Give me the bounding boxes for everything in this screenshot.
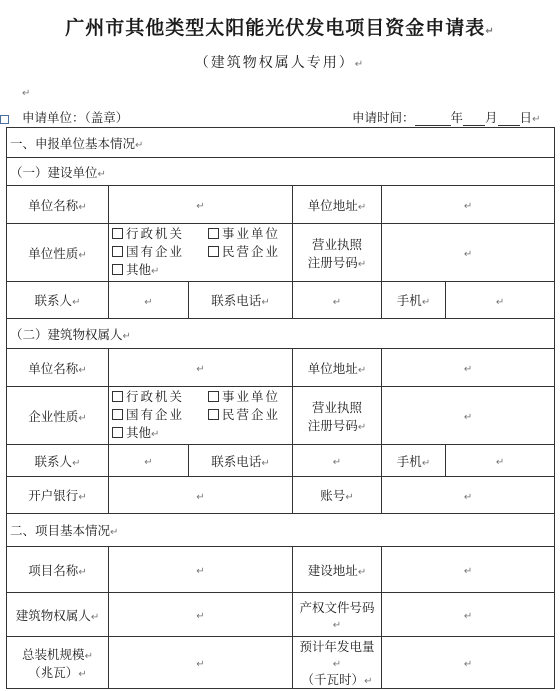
day-field[interactable] [498, 113, 520, 126]
unit-address-field[interactable]: ↵ [382, 186, 555, 224]
contact-label: 联系人↵ [7, 445, 109, 477]
option-private[interactable]: 民营企业 [208, 243, 304, 261]
checkbox-icon[interactable] [112, 391, 123, 402]
unit-nature-label: 单位性质↵ [7, 224, 109, 282]
enterprise-nature-options [109, 387, 293, 445]
table-row [7, 547, 555, 593]
table-row [7, 593, 555, 637]
build-address-label: 建设地址↵ [293, 547, 382, 593]
unit-name-label: 单位名称↵ [7, 349, 109, 387]
table-row [7, 445, 555, 477]
subsection-heading: （二）建筑物权属人↵ [7, 319, 555, 349]
unit-name-field[interactable]: ↵ [109, 186, 293, 224]
owner-mobile-field[interactable]: ↵ [446, 445, 555, 477]
capacity-label: 总装机规模↵ （兆瓦）↵ [7, 637, 109, 689]
option-gov-agency[interactable]: 行政机关 [112, 225, 208, 243]
table-anchor-icon [0, 115, 9, 124]
checkbox-icon[interactable] [112, 246, 123, 257]
application-form-table [6, 127, 555, 689]
contact-field[interactable]: ↵ [109, 282, 189, 319]
table-row [7, 224, 555, 282]
form-title: 广州市其他类型太阳能光伏发电项目资金申请表↵ [65, 17, 495, 39]
bank-field[interactable]: ↵ [109, 477, 293, 514]
option-public-institution[interactable]: 事业单位 [208, 225, 304, 243]
bank-label: 开户银行↵ [7, 477, 109, 514]
table-row [7, 637, 555, 689]
owner-contact-field[interactable]: ↵ [109, 445, 189, 477]
owner-phone-field[interactable]: ↵ [293, 445, 382, 477]
checkbox-icon[interactable] [208, 246, 219, 257]
checkbox-icon[interactable] [112, 427, 123, 438]
enterprise-nature-label: 企业性质↵ [7, 387, 109, 445]
annual-generation-field[interactable]: ↵ [382, 637, 555, 689]
option-other[interactable]: 其他↵ [112, 425, 159, 440]
table-row [7, 349, 555, 387]
owner-license-number-field[interactable]: ↵ [382, 387, 555, 445]
checkbox-icon[interactable] [208, 228, 219, 239]
phone-label: 联系电话↵ [189, 282, 293, 319]
project-name-field[interactable]: ↵ [109, 547, 293, 593]
checkbox-icon[interactable] [112, 264, 123, 275]
account-field[interactable]: ↵ [382, 477, 555, 514]
mobile-label: 手机↵ [382, 282, 446, 319]
table-row [7, 387, 555, 445]
section-heading: 一、申报单位基本情况↵ [7, 128, 555, 158]
checkbox-icon[interactable] [208, 409, 219, 420]
license-number-label: 营业执照 注册号码↵ [293, 224, 382, 282]
annual-generation-label: 预计年发电量↵ （千瓦时）↵ [293, 637, 382, 689]
project-name-label: 项目名称↵ [7, 547, 109, 593]
checkbox-icon[interactable] [112, 409, 123, 420]
unit-address-label: 单位地址↵ [293, 186, 382, 224]
account-label: 账号↵ [293, 477, 382, 514]
table-row [7, 282, 555, 319]
table-row [7, 477, 555, 514]
option-state-owned[interactable]: 国有企业 [112, 243, 208, 261]
owner-name-field[interactable]: ↵ [109, 593, 293, 637]
section-row-basic [7, 128, 555, 158]
date-label: 申请时间： [352, 110, 415, 125]
title-doc-number-label: 产权文件号码↵ [293, 593, 382, 637]
option-public-institution[interactable]: 事业单位 [208, 388, 304, 406]
option-gov-agency[interactable]: 行政机关 [112, 388, 208, 406]
owner-unit-name-field[interactable]: ↵ [109, 349, 293, 387]
month-field[interactable] [463, 113, 485, 126]
option-private[interactable]: 民营企业 [208, 406, 304, 424]
phone-label: 联系电话↵ [189, 445, 293, 477]
capacity-field[interactable]: ↵ [109, 637, 293, 689]
section-heading: 二、项目基本情况↵ [7, 514, 555, 547]
paragraph-mark: ↵ [22, 88, 31, 99]
option-state-owned[interactable]: 国有企业 [112, 406, 208, 424]
checkbox-icon[interactable] [112, 228, 123, 239]
checkbox-icon[interactable] [208, 391, 219, 402]
mobile-label: 手机↵ [382, 445, 446, 477]
section-row-builder [7, 158, 555, 186]
subsection-heading: （一）建设单位↵ [7, 158, 555, 186]
table-row [7, 186, 555, 224]
license-number-label: 营业执照 注册号码↵ [293, 387, 382, 445]
unit-name-label: 单位名称↵ [7, 186, 109, 224]
mobile-field[interactable]: ↵ [446, 282, 555, 319]
owner-unit-address-field[interactable]: ↵ [382, 349, 555, 387]
build-address-field[interactable]: ↵ [382, 547, 555, 593]
applicant-unit-label: 申请单位：（盖章） [22, 110, 129, 125]
section-row-owner [7, 319, 555, 349]
unit-nature-options [109, 224, 293, 282]
title-doc-number-field[interactable]: ↵ [382, 593, 555, 637]
form-subtitle: （建筑物权属人专用）↵ [194, 55, 366, 71]
unit-address-label: 单位地址↵ [293, 349, 382, 387]
option-other[interactable]: 其他↵ [112, 262, 159, 277]
year-field[interactable] [415, 113, 451, 126]
contact-label: 联系人↵ [7, 282, 109, 319]
license-number-field[interactable]: ↵ [382, 224, 555, 282]
application-date: 申请时间： 年 月 日↵ [352, 110, 541, 125]
owner-name-label: 建筑物权属人↵ [7, 593, 109, 637]
phone-field[interactable]: ↵ [293, 282, 382, 319]
section-row-project [7, 514, 555, 547]
